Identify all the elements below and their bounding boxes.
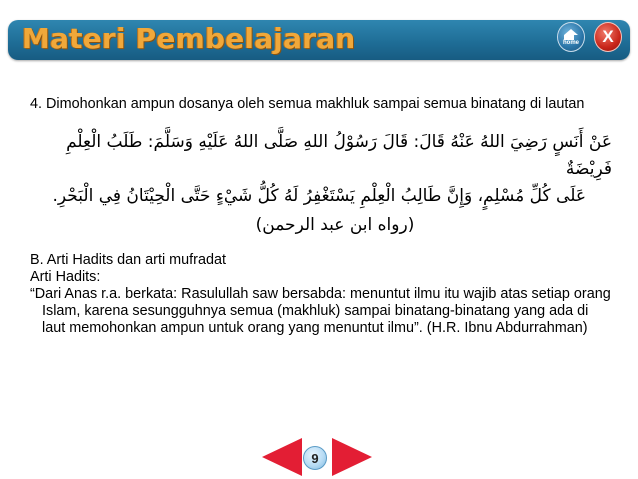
main-content: [30, 96, 612, 337]
hadith-translation: “Dari Anas r.a. berkata: Rasulullah saw bersabda: menuntut ilmu itu wajib atas setiap orang Islam, karena sesungguhnya semua (makhluk) sampai binatang-binatang yang ada di laut memohonkan ampun untuk orang yang menuntut ilmu”. (H.R. Ibnu Abdurrahman): [30, 286, 611, 336]
close-icon: X: [602, 27, 614, 46]
page-title: Materi Pembelajaran: [22, 22, 356, 55]
arrow-left-icon[interactable]: [262, 438, 302, 476]
hadith-arabic-line-2: عَلَى كُلِّ مُسْلِمٍ، وَإِنَّ طَالِبُ الْعِلْمِ يَسْتَغْفِرُ لَهُ كُلُّ شَيْءٍ حَتَّى الْحِيْتَانُ فِي الْبَحْرِ.: [52, 186, 586, 206]
home-button[interactable]: [557, 22, 585, 52]
close-button[interactable]: [594, 22, 622, 52]
point-4-text: 4. Dimohonkan ampun dosanya oleh semua makhluk sampai semua binatang di lautan: [30, 96, 585, 112]
section-b-heading: B. Arti Hadits dan arti mufradat: [30, 252, 226, 268]
header: [0, 0, 638, 72]
page-number: 9: [303, 446, 327, 470]
home-label: home: [562, 39, 579, 46]
arrow-right-icon[interactable]: [332, 438, 372, 476]
arti-hadits-label: Arti Hadits:: [30, 269, 101, 285]
home-icon: [564, 28, 578, 40]
hadith-arabic-line-1: عَنْ أَنَسٍ رَضِيَ اللهُ عَنْهُ قَالَ: قَالَ رَسُوْلُ اللهِ صَلَّى اللهُ عَلَيْهِ وَسَلَّمَ: طَلَبُ الْعِلْمِ فَرِيْضَةٌ: [66, 132, 612, 179]
hadith-source: (رواه ابن عبد الرحمن): [255, 215, 415, 235]
